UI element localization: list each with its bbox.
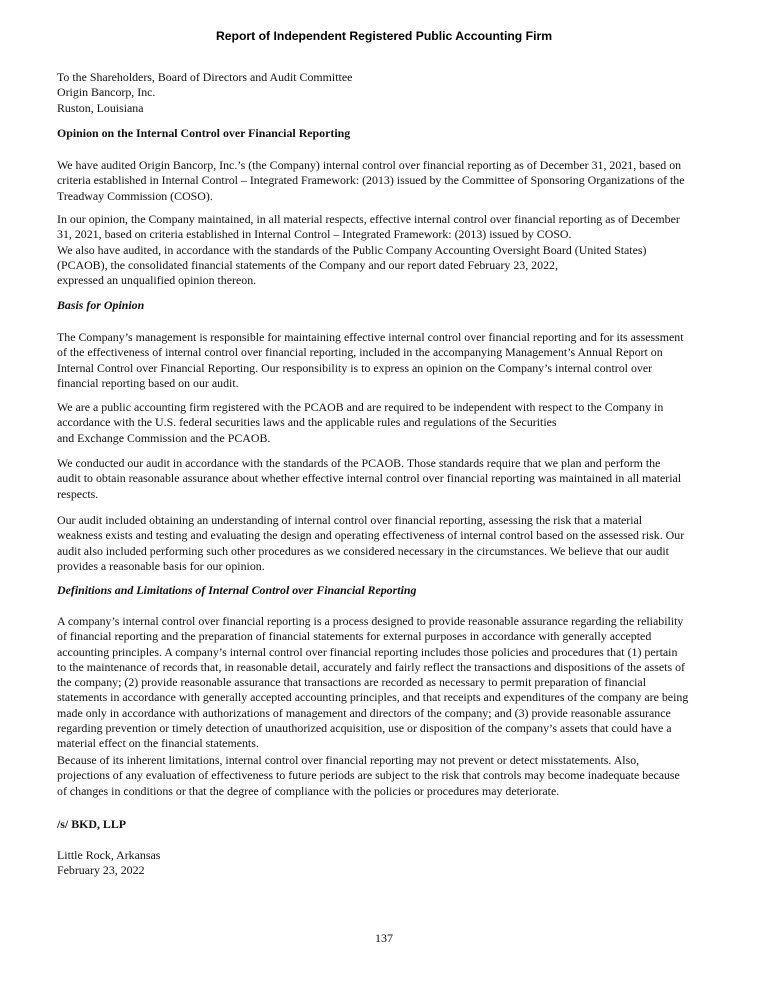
paragraph-line: audit also included performing such other procedures as we considered necessary in the circumstances. We believe that our audit [57, 543, 669, 558]
paragraph-line: respects. [57, 486, 99, 501]
paragraph-line: to the maintenance of records that, in reasonable detail, accurately and fairly reflect the transactions and dispositions of the assets of [57, 659, 685, 674]
paragraph [57, 158, 717, 204]
signature-firm: /s/ BKD, LLP [57, 817, 127, 831]
paragraph-line: expressed an unqualified opinion thereon. [57, 273, 257, 288]
paragraph-line: Our audit included obtaining an understanding of internal control over financial reporting, assessing the risk that a material [57, 513, 643, 527]
section-heading-basis: Basis for Opinion [57, 298, 145, 312]
paragraph-line: accordance with the U.S. federal securities laws and the applicable rules and regulations of the Securities [57, 415, 557, 430]
signature-location: Little Rock, Arkansas [57, 848, 161, 862]
paragraph-line: of changes in conditions or that the degree of compliance with the policies or procedures may deteriorate. [57, 783, 560, 798]
paragraph [57, 330, 717, 391]
section-heading-definitions: Definitions and Limitations of Internal Control over Financial Reporting [57, 583, 417, 597]
paragraph [57, 753, 717, 799]
paragraph-line: the company; (2) provide reasonable assurance that transactions are recorded as necessary to permit preparation of financial [57, 675, 646, 690]
paragraph-line: Internal Control over Financial Reporting. Our responsibility is to express an opinion on the Company’s internal control over [57, 360, 653, 375]
signature-block [57, 848, 717, 879]
paragraph-line: Because of its inherent limitations, internal control over financial reporting may not prevent or detect misstatements. Also, [57, 753, 640, 767]
paragraph-line: The Company’s management is responsible for maintaining effective internal control over financial reporting and for its assessment [57, 330, 684, 344]
paragraph-line: statements in accordance with generally accepted accounting principles, and that receipts and expenditures of the company are being [57, 690, 689, 705]
paragraph-line: We also have audited, in accordance with the standards of the Public Company Accounting Oversight Board (United States) [57, 242, 647, 257]
paragraph-line: (PCAOB), the consolidated financial statements of the Company and our report dated February 23, 2022, [57, 257, 558, 272]
addressee-line: Origin Bancorp, Inc. [57, 85, 156, 100]
addressee-line: Ruston, Louisiana [57, 100, 144, 115]
paragraph [57, 456, 717, 502]
section-heading-opinion: Opinion on the Internal Control over Financial Reporting [57, 126, 351, 140]
paragraph-line: 31, 2021, based on criteria established in Internal Control – Integrated Framework: (2013) issued by COSO. [57, 227, 572, 242]
paragraph-line: financial reporting based on our audit. [57, 375, 239, 390]
paragraph-line: and Exchange Commission and the PCAOB. [57, 430, 271, 445]
paragraph-line: criteria established in Internal Control – Integrated Framework: (2013) issued by the Committee of Sponsoring Organizations of the [57, 173, 685, 188]
paragraph-line: of financial reporting and the preparation of financial statements for external purposes in accordance with generally accepted [57, 629, 652, 644]
signature-date: February 23, 2022 [57, 863, 145, 878]
addressee-block [57, 70, 717, 116]
paragraph-line: Treadway Commission (COSO). [57, 188, 213, 203]
paragraph-line: We have audited Origin Bancorp, Inc.’s (the Company) internal control over financial reporting as of December 31, 2021, based on [57, 158, 682, 172]
addressee-line: To the Shareholders, Board of Directors and Audit Committee [57, 70, 353, 84]
page-title: Report of Independent Registered Public Accounting Firm [215, 29, 553, 43]
paragraph-line: provides a reasonable basis for our opinion. [57, 558, 265, 573]
paragraph-line: projections of any evaluation of effectiveness to future periods are subject to the risk that controls may become inadequate because [57, 768, 680, 783]
paragraph-line: audit to obtain reasonable assurance about whether effective internal control over financial reporting was maintained in all material [57, 471, 682, 486]
page-number: 137 [375, 931, 393, 945]
paragraph-line: weakness exists and testing and evaluating the design and operating effectiveness of internal control based on the assessed risk. Our [57, 528, 685, 543]
paragraph-line: accounting principles. A company’s internal control over financial reporting includes those policies and procedures that (1) pertain [57, 644, 678, 659]
paragraph-line: A company’s internal control over financial reporting is a process designed to provide reasonable assurance regarding the reliability [57, 614, 684, 628]
paragraph-line: We conducted our audit in accordance with the standards of the PCAOB. Those standards require that we plan and perform the [57, 456, 661, 470]
paragraph [57, 400, 717, 446]
paragraph [57, 513, 717, 574]
paragraph-line: material effect on the financial statements. [57, 736, 259, 751]
paragraph-line: of the effectiveness of internal control over financial reporting, included in the accompanying Management’s Annual Report on [57, 345, 663, 360]
paragraph [57, 614, 717, 752]
paragraph-line: In our opinion, the Company maintained, in all material respects, effective internal control over financial reporting as of December [57, 212, 680, 226]
paragraph [57, 212, 717, 288]
paragraph-line: regarding prevention or timely detection of unauthorized acquisition, use or disposition of the company’s assets that could have a [57, 721, 672, 736]
paragraph-line: made only in accordance with authorizations of management and directors of the company; and (3) provide reasonable assurance [57, 705, 671, 720]
paragraph-line: We are a public accounting firm registered with the PCAOB and are required to be independent with respect to the Company in [57, 400, 664, 414]
